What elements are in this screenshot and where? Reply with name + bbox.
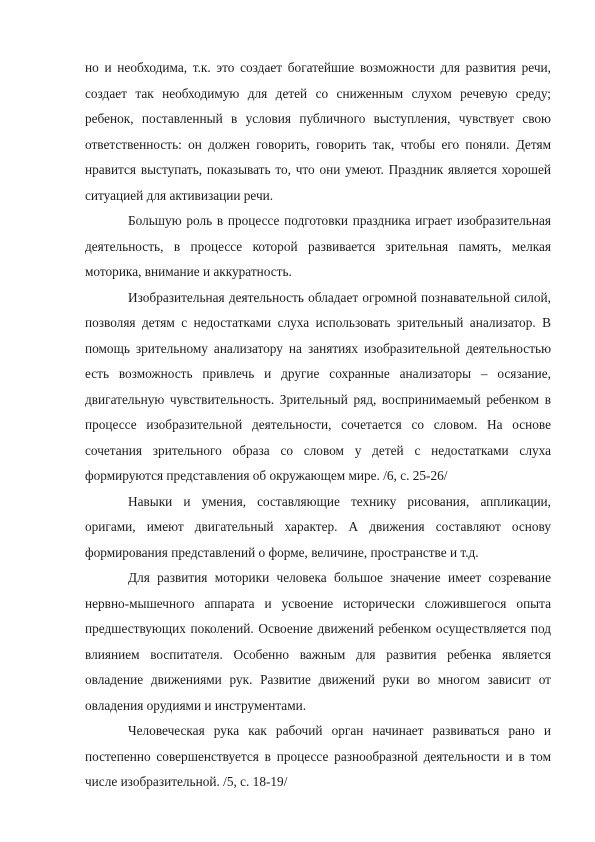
paragraph-2: Большую роль в процессе подготовки праздника играет изобразительная деятельность, в процессе которой развивается зрительная память, мелкая моторика, внимание и аккуратность. <box>85 213 551 279</box>
paragraph-6: Человеческая рука как рабочий орган начинает развиваться рано и постепенно совершенствуется в процессе разнообразной деятельности и в том числе изобразительной. /5, с. 18-19/ <box>85 723 551 789</box>
paragraph-3: Изобразительная деятельность обладает огромной познавательной силой, позволяя детям с недостатками слуха использовать зрительный анализатор. В помощь зрительному анализатору на занятиях изобразительной деятельностью есть возможность привлечь и другие сохранные анализаторы – осязание, двигательную чувствительность. Зрительный ряд, воспринимаемый ребенком в процессе изобразительной деятельности, сочетается со словом. На основе сочетания зрительного образа со словом у детей с недостатками слуха формируются представления об окружающем мире. /6, с. 25-26/ <box>85 289 551 483</box>
document-body <box>85 55 551 795</box>
paragraph-4: Навыки и умения, составляющие технику рисования, аппликации, оригами, имеют двигательный характер. А движения составляют основу формирования представлений о форме, величине, пространстве и т.д. <box>85 493 551 560</box>
paragraph-1: но и необходима, т.к. это создает богатейшие возможности для развития речи, создает так необходимую для детей со сниженным слухом речевую среду; ребенок, поставленный в условия публичного выступления, чувствует свою ответственность: он должен говорить, говорить так, чтобы его поняли. Детям нравится выступать, показывать то, что они умеют. Праздник является хорошей ситуацией для активизации речи. <box>85 60 551 203</box>
paragraph-5: Для развития моторики человека большое значение имеет созревание нервно-мышечного аппарата и усвоение исторически сложившегося опыта предшествующих поколений. Освоение движений ребенком осуществляется под влиянием воспитателя. Особенно важным для развития ребенка является овладение движениями рук. Развитие движений руки во многом зависит от овладения орудиями и инструментами. <box>85 570 551 713</box>
